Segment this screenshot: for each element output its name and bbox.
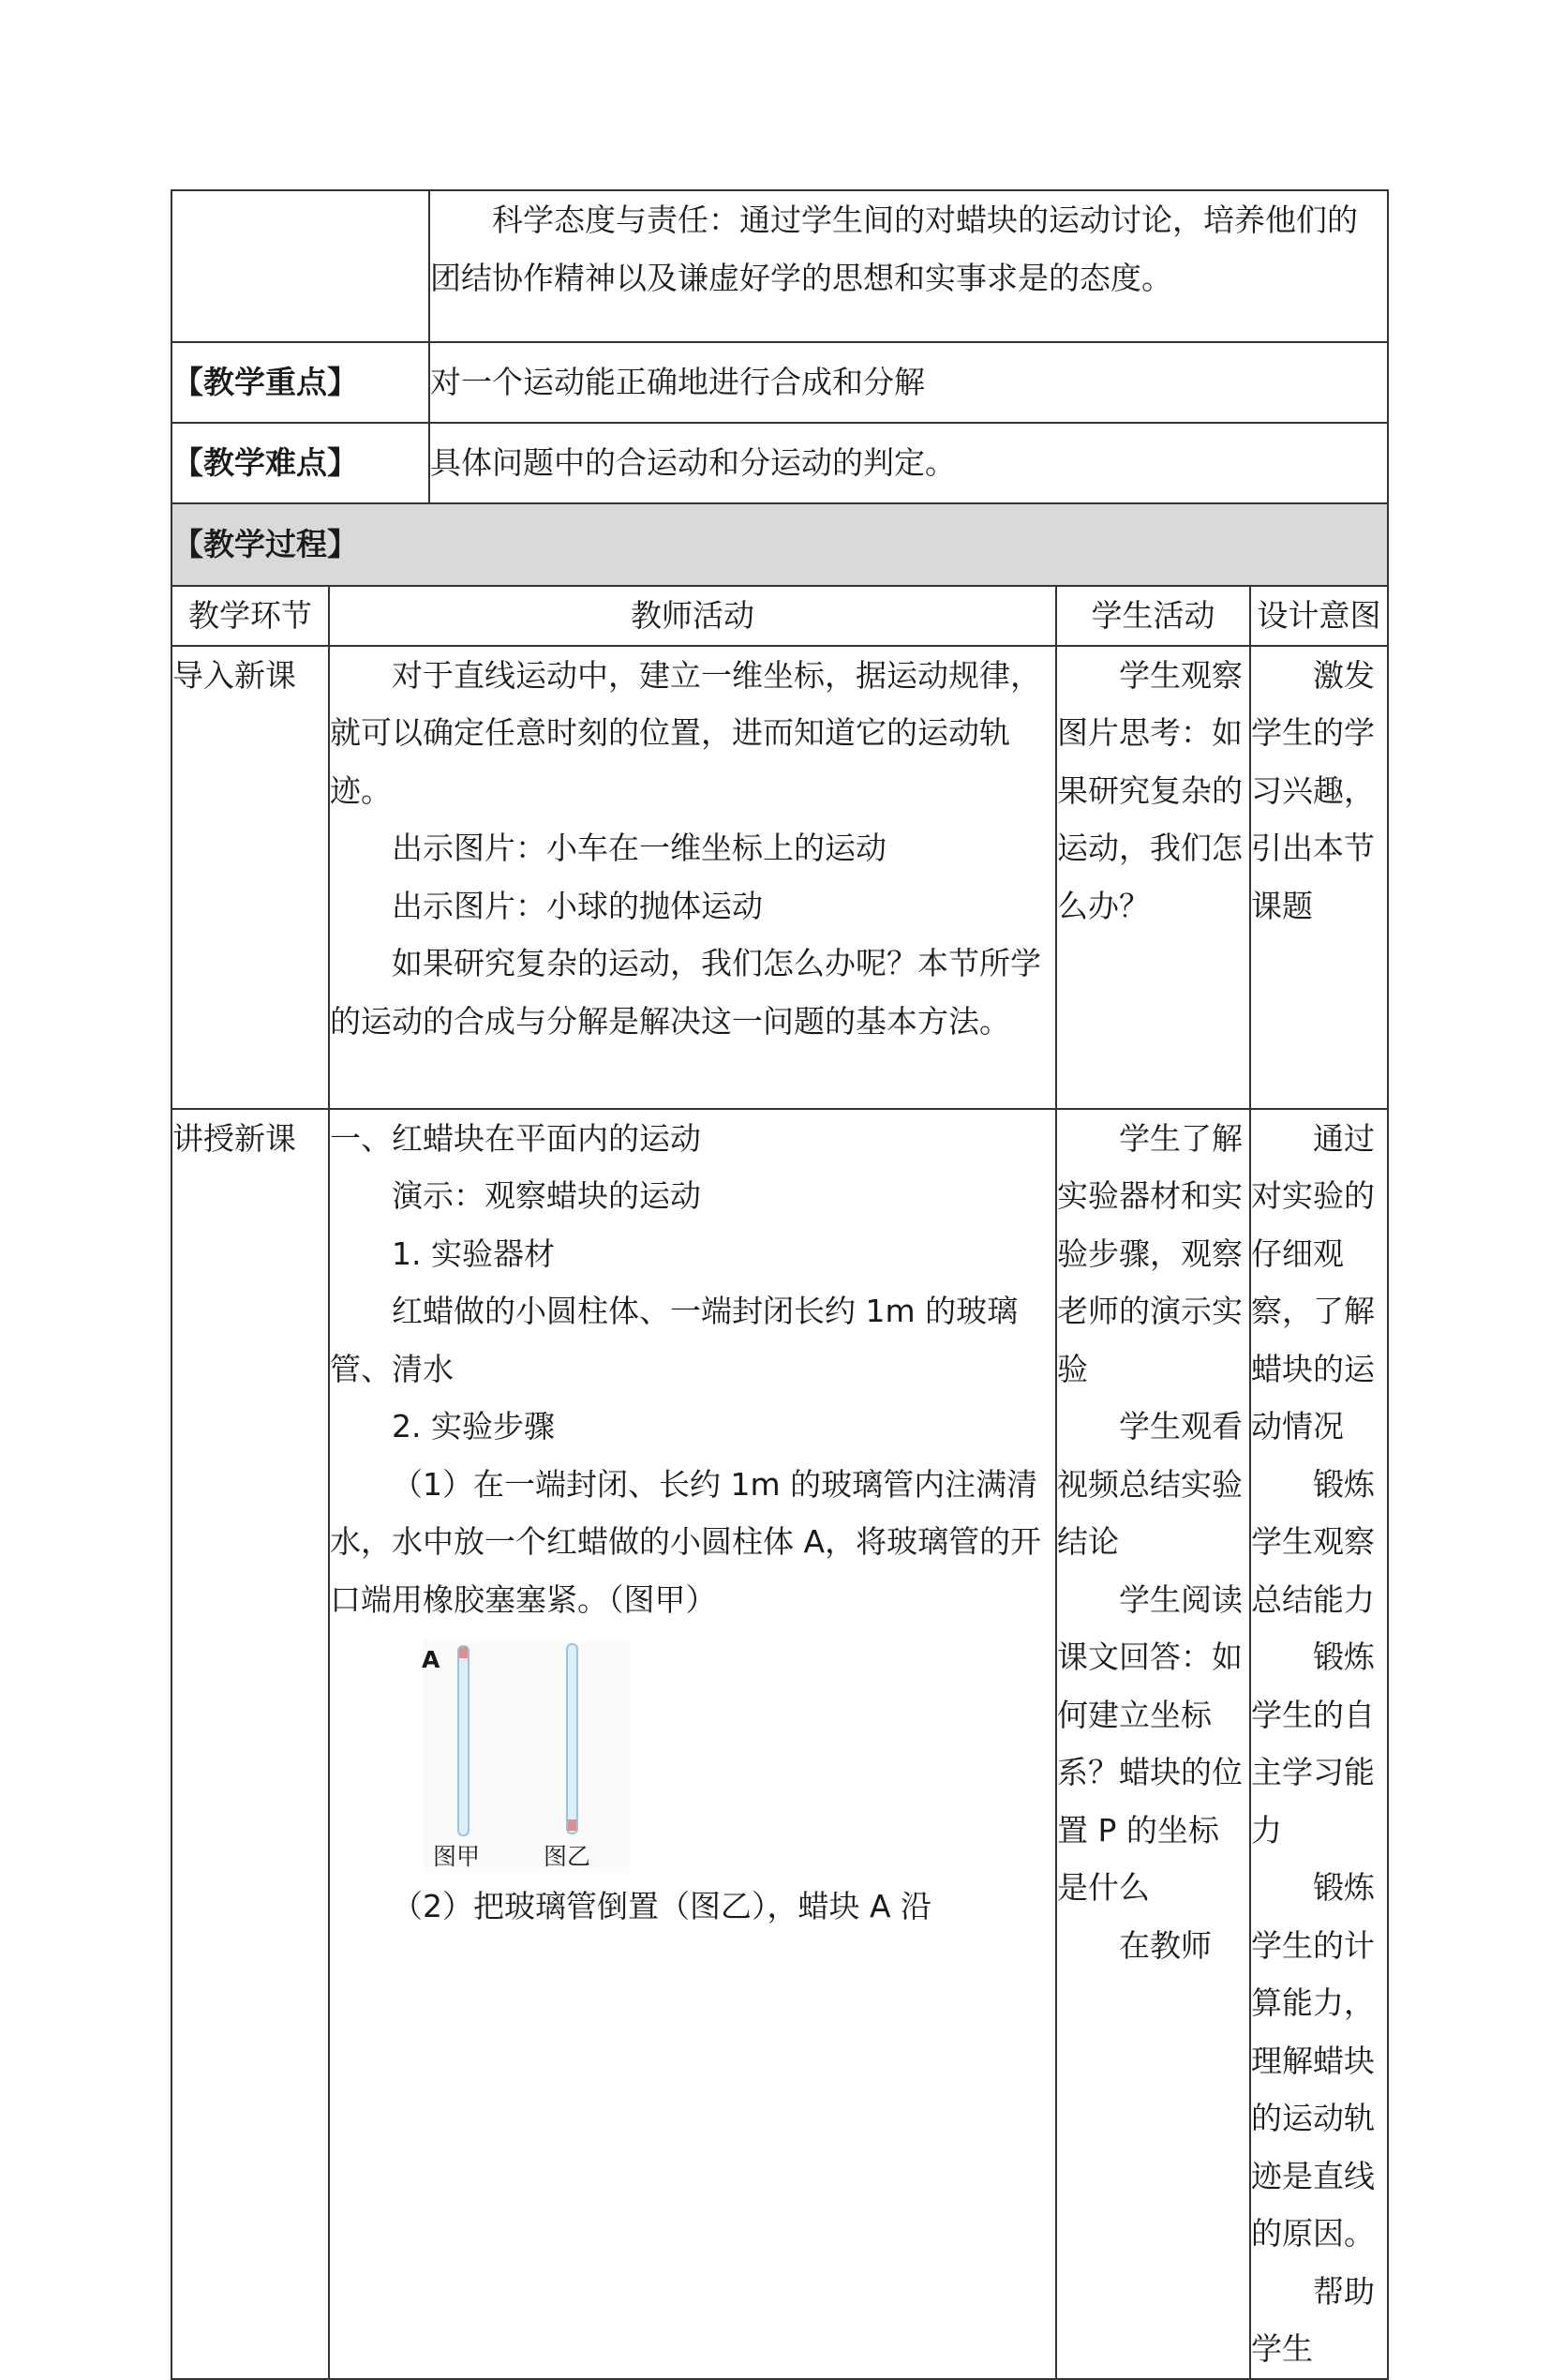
- tube-right: [566, 1643, 578, 1834]
- intent-text: 锻炼学生观察总结能力: [1251, 1465, 1375, 1618]
- student-text: 学生观察图片思考：如果研究复杂的运动，我们怎么办？: [1057, 656, 1243, 924]
- column-header-teacher: 教师活动: [329, 586, 1056, 646]
- column-header-row: [171, 586, 1388, 646]
- intent-text: 帮助学生: [1251, 2272, 1375, 2367]
- teacher-activity-cell: [329, 646, 1056, 1109]
- objective-line-1: 科学态度与责任：通过学生间的对蜡块的运动讨论，培养他们的: [492, 202, 1358, 238]
- design-intent-cell: [1250, 1109, 1388, 2379]
- difficulty-label: 【教学难点】: [171, 423, 429, 503]
- teacher-text: 对于直线运动中，建立一维坐标，据运动规律，就可以确定任意时刻的位置，进而知道它的运动轨迹。: [330, 656, 1041, 809]
- stage-cell: 讲授新课: [171, 1109, 329, 2379]
- student-activity-cell: [1056, 646, 1250, 1109]
- student-text: 学生阅读课文回答：如何建立坐标系？蜡块的位置 P 的坐标是什么: [1057, 1580, 1243, 1906]
- wax-block-top: [459, 1647, 468, 1658]
- column-header-stage: 教学环节: [171, 586, 329, 646]
- process-title: 【教学过程】: [171, 503, 1388, 586]
- difficulty-value: 具体问题中的合运动和分运动的判定。: [429, 423, 1388, 503]
- teacher-text: （1）在一端封闭、长约 1m 的玻璃管内注满清水，水中放一个红蜡做的小圆柱体 A，将玻璃管的开口端用橡胶塞塞紧。（图甲）: [330, 1465, 1042, 1618]
- table-row: [171, 646, 1388, 1109]
- teacher-text: 演示：观察蜡块的运动: [392, 1177, 701, 1214]
- stage-cell: 导入新课: [171, 646, 329, 1109]
- key-point-value: 对一个运动能正确地进行合成和分解: [429, 342, 1388, 423]
- lesson-plan-table: [171, 189, 1389, 2380]
- student-text: 学生了解实验器材和实验步骤，观察老师的演示实验: [1057, 1119, 1243, 1387]
- teacher-text: 出示图片：小车在一维坐标上的运动: [392, 830, 887, 866]
- student-text: 学生观看视频总结实验结论: [1057, 1408, 1243, 1560]
- key-point-label: 【教学重点】: [171, 342, 429, 423]
- wax-block-marker: A: [422, 1646, 440, 1673]
- figure-label-left: 图甲: [433, 1843, 481, 1870]
- table-row: [171, 1109, 1388, 2379]
- wax-block-bottom: [568, 1819, 576, 1831]
- glass-tube-figure: [424, 1639, 630, 1874]
- teacher-activity-cell: [329, 1109, 1056, 2379]
- intent-text: 锻炼学生的自主学习能力: [1251, 1639, 1375, 1849]
- design-intent-cell: [1250, 646, 1388, 1109]
- student-text: 在教师: [1119, 1926, 1212, 1964]
- objectives-row: [171, 190, 1388, 342]
- teacher-text: （2）把玻璃管倒置（图乙），蜡块 A 沿: [392, 1888, 932, 1924]
- objective-line-2: 团结协作精神以及谦虚好学的思想和实事求是的态度。: [430, 259, 1172, 296]
- column-header-intent: 设计意图: [1250, 586, 1388, 646]
- key-point-row: [171, 342, 1388, 423]
- intent-text: 激发学生的学习兴趣，引出本节课题: [1251, 656, 1375, 924]
- objective-text: [429, 190, 1388, 342]
- teacher-text: 1. 实验器材: [392, 1235, 555, 1272]
- tube-left: [457, 1645, 469, 1836]
- teacher-text: 出示图片：小球的抛体运动: [392, 887, 763, 924]
- intent-text: 通过对实验的仔细观察，了解蜡块的运动情况: [1251, 1119, 1375, 1444]
- column-header-student: 学生活动: [1056, 586, 1250, 646]
- difficulty-row: [171, 423, 1388, 503]
- figure-label-right: 图乙: [544, 1843, 591, 1870]
- teacher-text: 红蜡做的小圆柱体、一端封闭长约 1m 的玻璃管、清水: [330, 1293, 1019, 1387]
- process-banner-row: [171, 503, 1388, 586]
- intent-text: 锻炼学生的计算能力，理解蜡块的运动轨迹是直线的原因。: [1251, 1869, 1375, 2252]
- teacher-text: 如果研究复杂的运动，我们怎么办呢？本节所学的运动的合成与分解是解决这一问题的基本方法。: [330, 945, 1041, 1040]
- student-activity-cell: [1056, 1109, 1250, 2379]
- teacher-text: 2. 实验步骤: [392, 1408, 555, 1444]
- teacher-text: 一、红蜡块在平面内的运动: [330, 1119, 701, 1157]
